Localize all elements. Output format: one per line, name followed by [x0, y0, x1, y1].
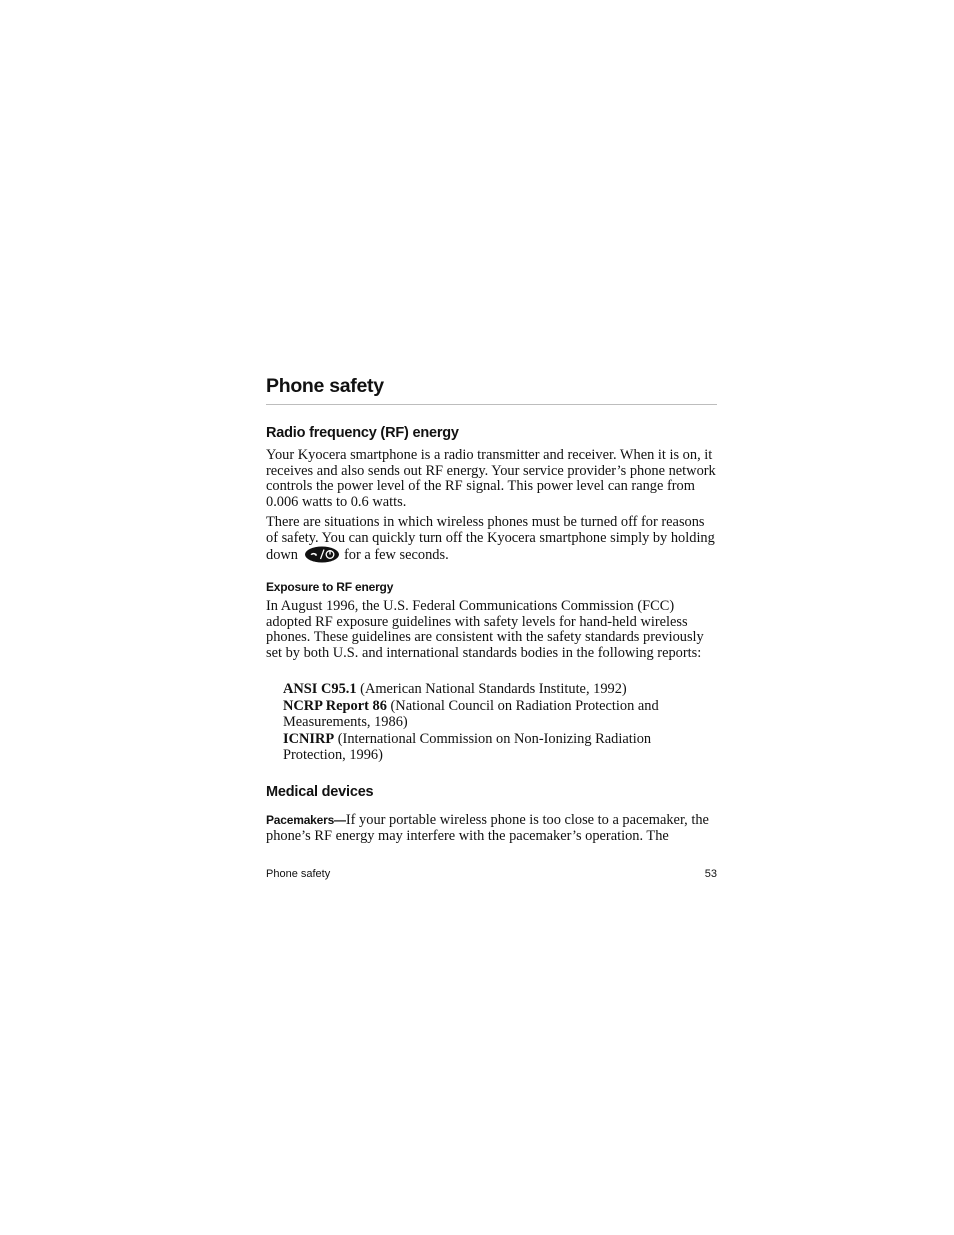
report-desc: (National Council on Radiation Protection and Measurements, 1986) [283, 698, 659, 730]
medical-section-heading: Medical devices [266, 784, 374, 800]
report-term: ANSI C95.1 [283, 681, 357, 697]
report-item [283, 699, 717, 730]
report-item [283, 682, 717, 698]
rf-paragraph-1: Your Kyocera smartphone is a radio transmitter and receiver. When it is on, it receives and also sends out RF energy. Your service provider’s phone network controls the power level of the RF signal. This power level can range from 0.006 watts to 0.6 watts. [266, 447, 716, 511]
footer-page-number: 53 [704, 868, 717, 880]
report-term: ICNIRP [283, 731, 335, 747]
rf-paragraph-2-end: for a few seconds. [343, 547, 449, 564]
exposure-heading: Exposure to RF energy [266, 580, 394, 594]
title-divider [266, 404, 717, 405]
report-item [283, 732, 717, 763]
exposure-paragraph: In August 1996, the U.S. Federal Communications Commission (FCC) adopted RF exposure guidelines with safety levels for hand-held wireless phones. These guidelines are consistent with the safety standards previously set by both U.S. and international standards bodies in the following reports: [266, 598, 704, 662]
rf-paragraph-2-text: There are situations in which wireless phones must be turned off for reasons of safety. You can quickly turn off the Kyocera smartphone simply by holding down [266, 514, 715, 564]
rf-paragraph-2 [266, 515, 717, 564]
pacemakers-runin: Pacemakers— [266, 813, 346, 827]
pacemakers-text: If your portable wireless phone is too close to a pacemaker, the phone’s RF energy may interfere with the pacemaker’s operation. The [266, 812, 709, 844]
report-term: NCRP Report 86 [283, 698, 387, 714]
end-power-key-icon [304, 546, 340, 563]
footer-section-name: Phone safety [266, 868, 331, 880]
report-desc: (International Commission on Non-Ionizing Radiation Protection, 1996) [283, 731, 652, 763]
pacemakers-paragraph [266, 813, 717, 844]
rf-section-heading: Radio frequency (RF) energy [266, 425, 459, 441]
report-desc: (American National Standards Institute, 1992) [356, 681, 627, 697]
page-title: Phone safety [266, 375, 384, 397]
